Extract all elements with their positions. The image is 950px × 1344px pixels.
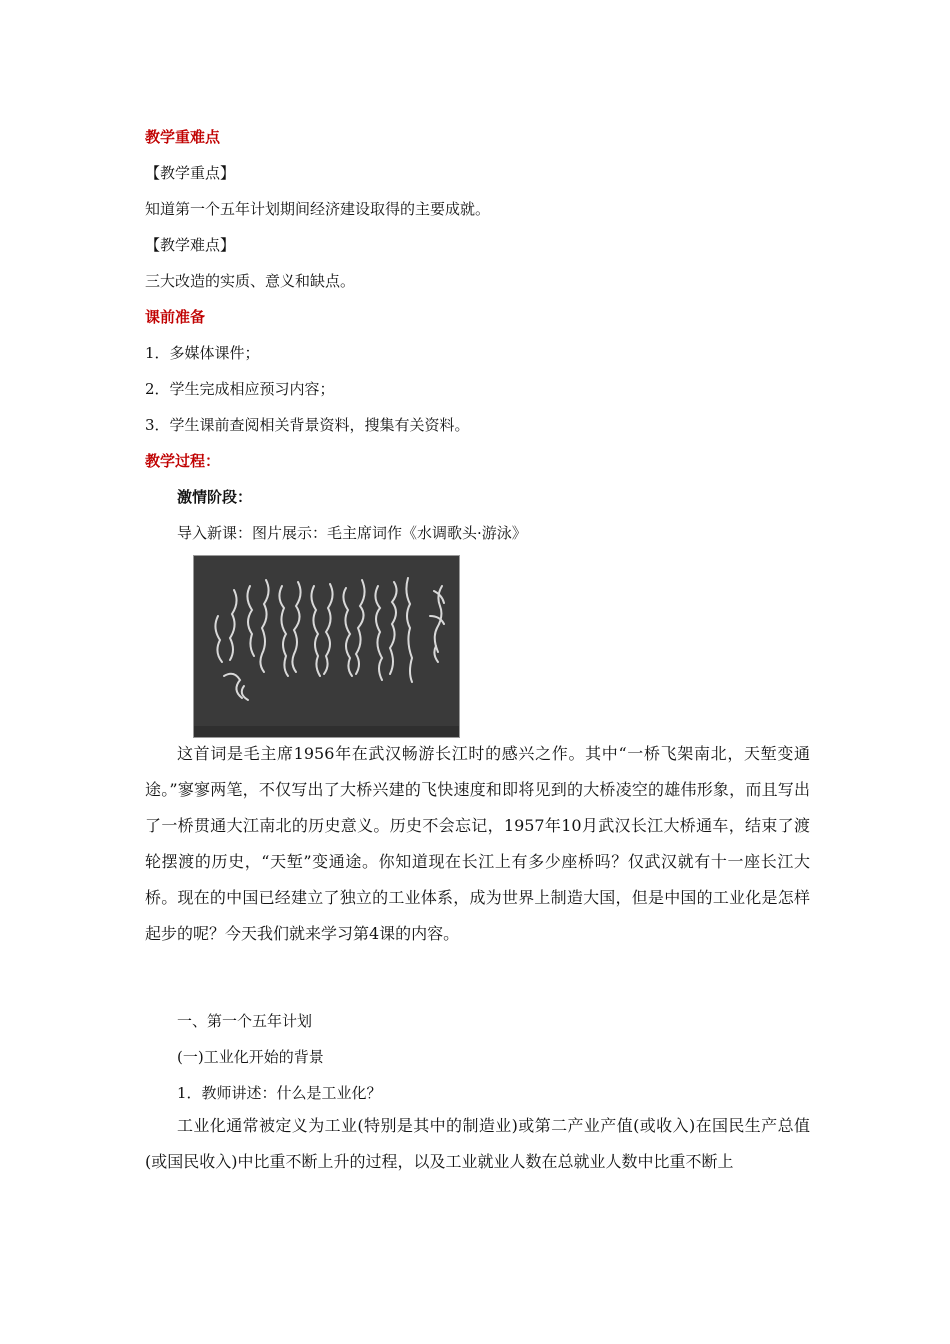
calligraphy-image	[193, 555, 460, 738]
stage-heading: 激情阶段：	[177, 488, 253, 506]
difficulty-text: 三大改造的实质、意义和缺点。	[145, 272, 356, 290]
key-points-heading: 教学重难点	[145, 128, 221, 146]
calligraphy-strokes	[194, 556, 460, 738]
outline-sub-one: (一)工业化开始的背景	[177, 1048, 324, 1066]
outline-item-one: 1．教师讲述：什么是工业化？	[177, 1084, 382, 1102]
difficulty-label: 【教学难点】	[145, 236, 236, 254]
outline-part-one: 一、第一个五年计划	[177, 1012, 313, 1030]
definition-paragraph: 工业化通常被定义为工业(特别是其中的制造业)或第二产业产值(或收入)在国民生产总值(或国民收入)中比重不断上升的过程，以及工业就业人数在总就业人数中比重不断上	[145, 1116, 810, 1171]
prep-item-2: 2．学生完成相应预习内容；	[145, 380, 335, 398]
intro-paragraph: 这首词是毛主席1956年在武汉畅游长江时的感兴之作。其中“一桥飞架南北，天堑变通途。”寥寥两笔，不仅写出了大桥兴建的飞快速度和即将见到的大桥凌空的雄伟形象，而且写出了一桥贯通大江南北的历史意义。历史不会忘记，1957年10月武汉长江大桥通车，结束了渡轮摆渡的历史，“天堑”变通途。你知道现在长江上有多少座桥吗？仅武汉就有十一座长江大桥。现在的中国已经建立了独立的工业体系，成为世界上制造大国，但是中国的工业化是怎样起步的呢？今天我们就来学习第4课的内容。	[145, 744, 810, 943]
prep-item-3: 3．学生课前查阅相关背景资料，搜集有关资料。	[145, 416, 470, 434]
process-heading: 教学过程：	[145, 452, 221, 470]
focus-label: 【教学重点】	[145, 164, 236, 182]
prep-item-1: 1．多媒体课件；	[145, 344, 260, 362]
prep-heading: 课前准备	[145, 308, 206, 326]
focus-text: 知道第一个五年计划期间经济建设取得的主要成就。	[145, 200, 491, 218]
intro-line: 导入新课：图片展示：毛主席词作《水调歌头·游泳》	[177, 524, 527, 542]
